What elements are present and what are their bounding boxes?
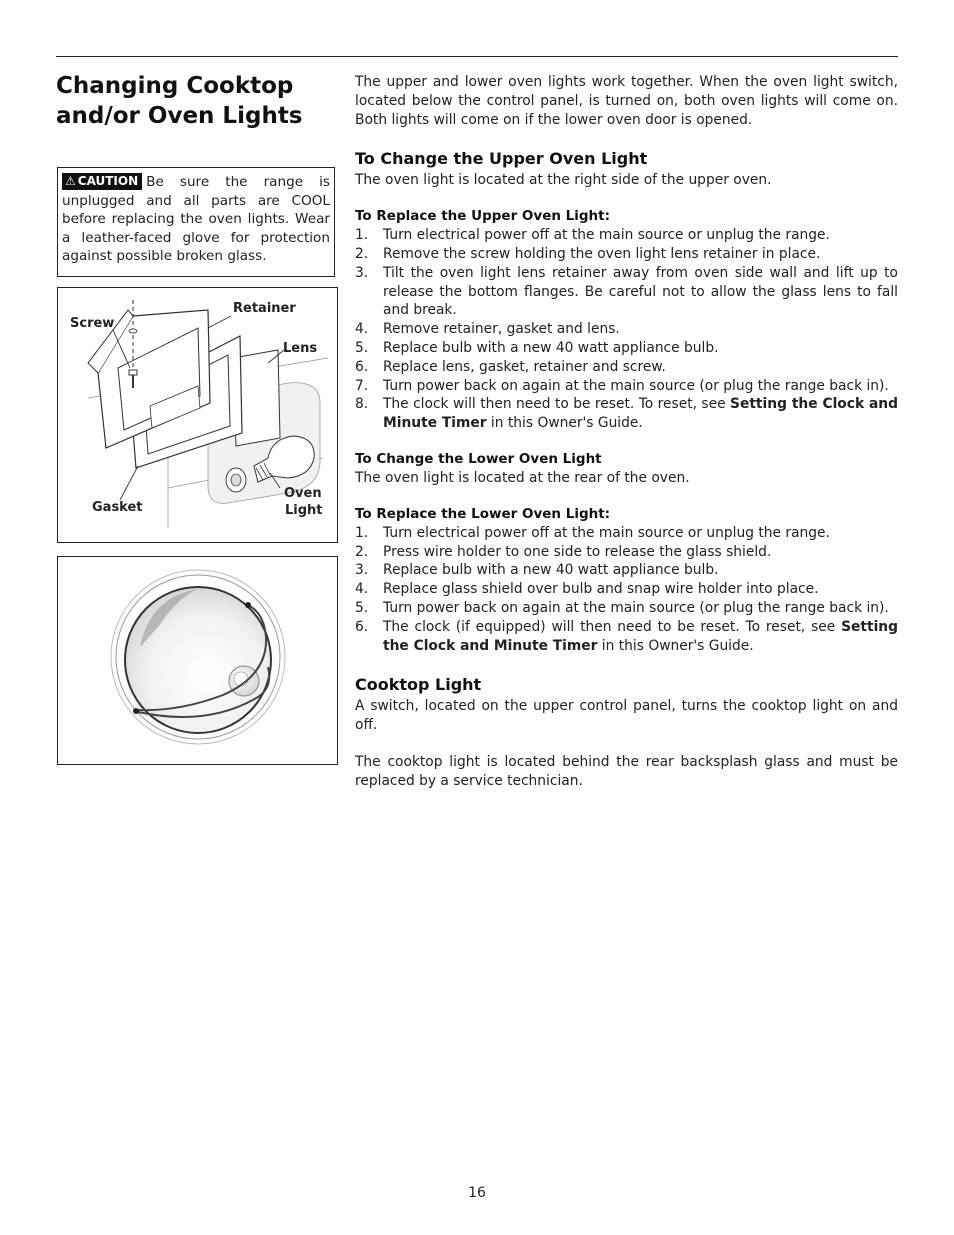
lower-light-illustration <box>58 557 337 764</box>
step-text: Remove the screw holding the oven light lens retainer in place. <box>383 245 821 262</box>
step-text: Tilt the oven light lens retainer away from oven side wall and lift up to release the bottom flanges. Be careful not to allow the glass lens to fall and break. <box>383 264 898 319</box>
step-text: Turn power back on again at the main source (or plug the range back in). <box>383 599 889 616</box>
label-oven-light-line1: Oven <box>284 486 322 501</box>
step-number: 3. <box>355 562 369 579</box>
list-item <box>355 245 898 264</box>
label-screw: Screw <box>70 316 115 331</box>
step-number: 5. <box>355 599 369 616</box>
list-item <box>355 395 898 433</box>
intro-paragraph: The upper and lower oven lights work together. When the oven light switch, located below the control panel, is turned on, both oven lights will come on. Both lights will come on if the lower oven door is opened. <box>355 74 898 128</box>
upper-oven-light-figure <box>57 287 338 543</box>
step-number: 4. <box>355 581 369 598</box>
step-number: 8. <box>355 396 369 413</box>
label-gasket: Gasket <box>92 500 143 515</box>
upper-subheading: To Replace the Upper Oven Light: <box>355 208 611 225</box>
step-reference: Setting the Clock and Minute Timer <box>383 618 898 654</box>
step-text: The clock (if equipped) will then need to be reset. To reset, see <box>383 618 842 635</box>
step-text: Turn electrical power off at the main source or unplug the range. <box>383 524 830 541</box>
label-lens: Lens <box>283 341 318 356</box>
list-item <box>355 320 898 339</box>
step-text: Remove retainer, gasket and lens. <box>383 321 620 338</box>
caution-text: Be sure the range is unplugged and all parts are COOL before replacing the oven lights. Wear a leather-faced glove for protection against possible broken glass. <box>62 174 330 264</box>
step-number: 6. <box>355 358 369 375</box>
list-item <box>355 226 898 245</box>
caution-tag-label: CAUTION <box>77 174 139 188</box>
label-oven-light-line2: Light <box>285 503 323 518</box>
step-text-end: in this Owner's Guide. <box>486 415 643 432</box>
step-text: Turn power back on again at the main source (or plug the range back in). <box>383 377 889 394</box>
list-item <box>355 339 898 358</box>
upper-steps-list <box>355 226 898 433</box>
step-number: 7. <box>355 377 369 394</box>
cooktop-location-text: The cooktop light is located behind the rear backsplash glass and must be replaced by a service technician. <box>355 753 898 789</box>
upper-heading: To Change the Upper Oven Light <box>355 149 648 169</box>
lower-subheading: To Replace the Lower Oven Light: <box>355 505 611 522</box>
step-number: 3. <box>355 264 369 281</box>
page-number: 16 <box>468 1185 486 1201</box>
step-number: 5. <box>355 339 369 356</box>
step-number: 4. <box>355 321 369 338</box>
step-number: 1. <box>355 524 369 541</box>
list-item <box>355 599 898 618</box>
cooktop-heading: Cooktop Light <box>355 675 482 695</box>
list-item <box>355 543 898 562</box>
step-number: 6. <box>355 618 369 635</box>
step-text: Press wire holder to one side to release the glass shield. <box>383 543 772 560</box>
list-item <box>355 524 898 543</box>
lower-heading: To Change the Lower Oven Light <box>355 450 602 467</box>
caution-box <box>57 167 335 277</box>
top-rule <box>56 56 898 57</box>
step-number: 2. <box>355 245 369 262</box>
list-item <box>355 618 898 656</box>
caution-badge <box>62 173 142 190</box>
lower-steps-list <box>355 524 898 656</box>
page-title: Changing Cooktop and/or Oven Lights <box>56 73 303 129</box>
step-text: The clock will then need to be reset. To reset, see <box>383 396 731 413</box>
step-text-end: in this Owner's Guide. <box>597 637 754 654</box>
label-retainer: Retainer <box>233 301 296 316</box>
step-reference: Setting the Clock and Minute Timer <box>383 396 899 432</box>
step-text: Replace bulb with a new 40 watt appliance bulb. <box>383 562 719 579</box>
step-text: Turn electrical power off at the main source or unplug the range. <box>383 227 830 244</box>
warning-triangle-icon: ⚠ <box>65 174 76 188</box>
list-item <box>355 264 898 320</box>
step-text: Replace lens, gasket, retainer and screw. <box>383 358 666 375</box>
step-text: Replace glass shield over bulb and snap wire holder into place. <box>383 581 819 598</box>
list-item <box>355 580 898 599</box>
lower-oven-light-figure <box>57 556 338 765</box>
list-item <box>355 561 898 580</box>
step-text: Replace bulb with a new 40 watt appliance bulb. <box>383 339 719 356</box>
instructions-column <box>355 73 898 791</box>
lower-location-text: The oven light is located at the rear of the oven. <box>355 469 690 486</box>
upper-location-text: The oven light is located at the right side of the upper oven. <box>355 172 772 189</box>
cooktop-switch-text: A switch, located on the upper control panel, turns the cooktop light on and off. <box>355 698 898 734</box>
list-item <box>355 377 898 396</box>
step-number: 2. <box>355 543 369 560</box>
step-number: 1. <box>355 227 369 244</box>
list-item <box>355 358 898 377</box>
